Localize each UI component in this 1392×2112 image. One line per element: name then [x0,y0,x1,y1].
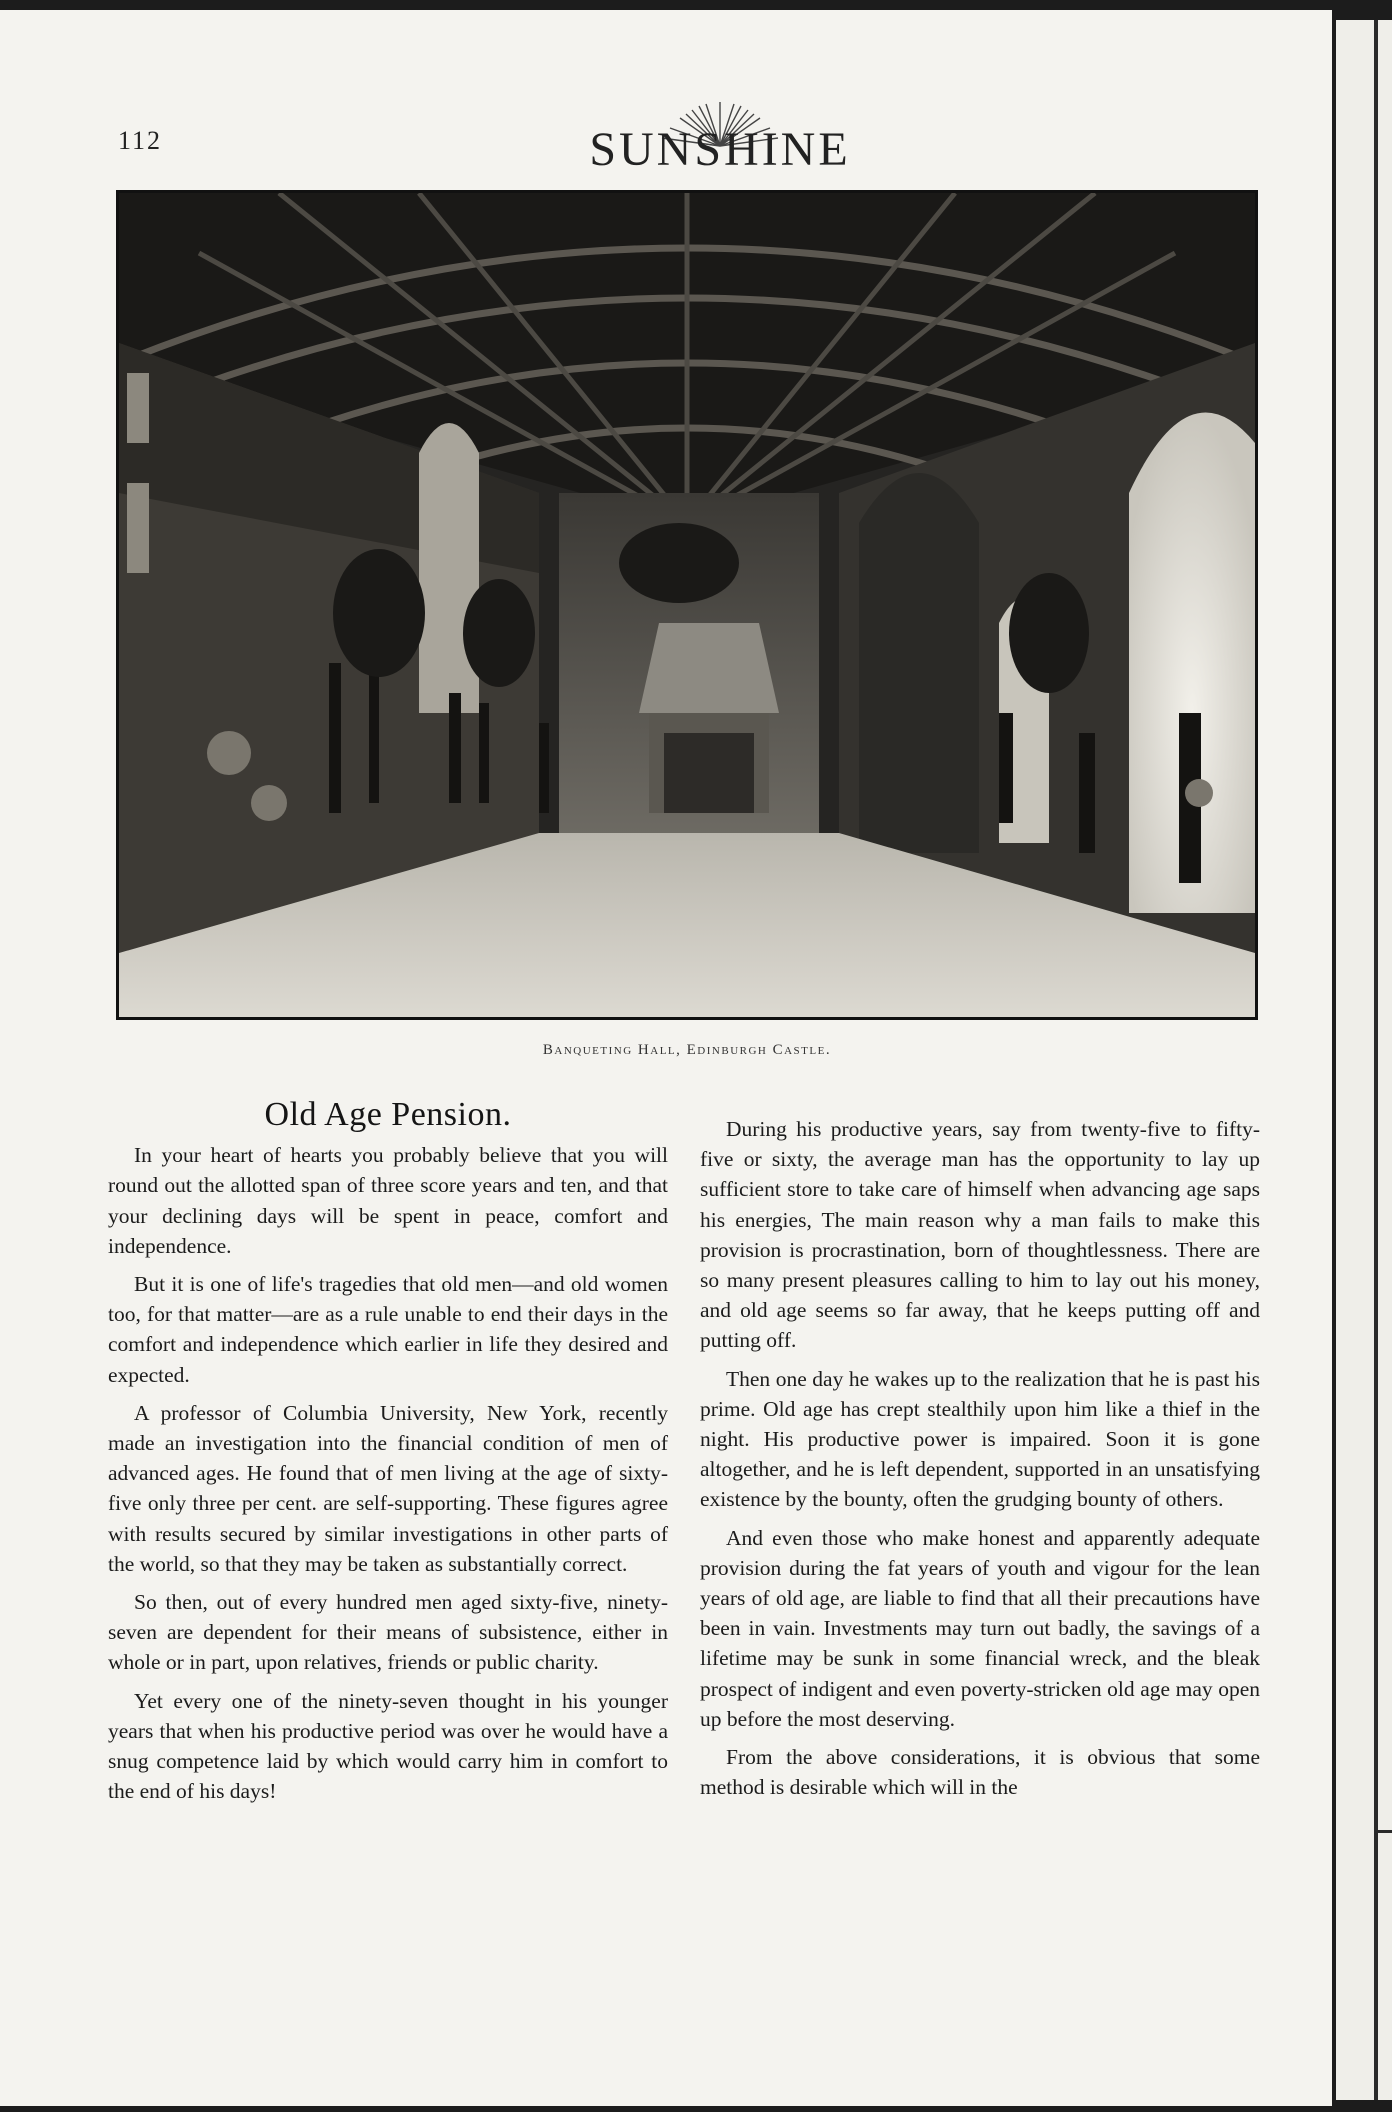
page-number: 112 [118,126,163,155]
masthead-title: SUNSHINE [589,123,851,176]
paragraph: So then, out of every hundred men aged sixty-five, ninety-seven are dependent for their means of subsistence, either in whole or in part, upon relatives, friends or public charity. [108,1590,668,1675]
article-column-left [108,1096,668,1814]
article-title: Old Age Pension. [264,1096,512,1133]
paragraph: A professor of Columbia University, New York, recently made an investigation into the financial condition of men of advanced ages. He found that of men living at the age of sixty-five only three per cent. are self-supporting. These figures agree with results secured by similar investigations in other parts of the world, so that they may be taken as substantially correct. [108,1400,668,1576]
photo-caption: Banqueting Hall, Edinburgh Castle. [542,1042,832,1058]
masthead [560,98,880,178]
paragraph: During his productive years, say from twenty-five to fifty-five or sixty, the average man has the opportunity to lay up sufficient store to take care of himself when advancing age saps his energies, The main reason why a man fails to make this provision is procrastination, born of thoughtlessness. There are so many present pleasures calling to him to lay out his money, and old age seems so far away, that he keeps putting off and putting off. [700,1117,1260,1353]
paragraph: In your heart of hearts you probably believe that you will round out the allotted span of three score years and ten, and that your declining days will be spent in peace, comfort and independence. [108,1143,668,1258]
paragraph: Yet every one of the ninety-seven thought in his younger years that when his productive period was over he would have a snug competence laid by which would carry him in comfort to the end of his days! [108,1688,668,1804]
adjacent-page-edge [1336,20,1392,2100]
hall-illustration [119,193,1255,1017]
paragraph: From the above considerations, it is obvious that some method is desirable which will in the [700,1745,1260,1800]
adjacent-page-rule-tick [1374,1830,1392,1833]
magazine-page [0,10,1332,2106]
paragraph: And even those who make honest and apparently adequate provision during the fat years of youth and vigour for the lean years of old age, are liable to find that all their precautions have been in vain. Investments may turn out badly, the savings of a lifetime may be sunk in some financial wreck, and the bleak prospect of indigent and even poverty-stricken old age may open up before the most deserving. [700,1525,1260,1731]
banqueting-hall-photo [116,190,1258,1020]
paragraph: But it is one of life's tragedies that old men—and old women too, for that matter—are as a rule unable to end their days in the comfort and independence which earlier in life they desired and expected. [108,1272,668,1387]
article-column-right [700,1114,1260,1810]
adjacent-page-rule [1374,20,1378,2100]
paragraph: Then one day he wakes up to the realization that he is past his prime. Old age has crept stealthily upon him like a thief in the night. His productive power is impaired. Soon it is gone altogether, and he is left dependent, supported in an unsatisfying existence by the bounty, often the grudging bounty of others. [700,1366,1260,1512]
